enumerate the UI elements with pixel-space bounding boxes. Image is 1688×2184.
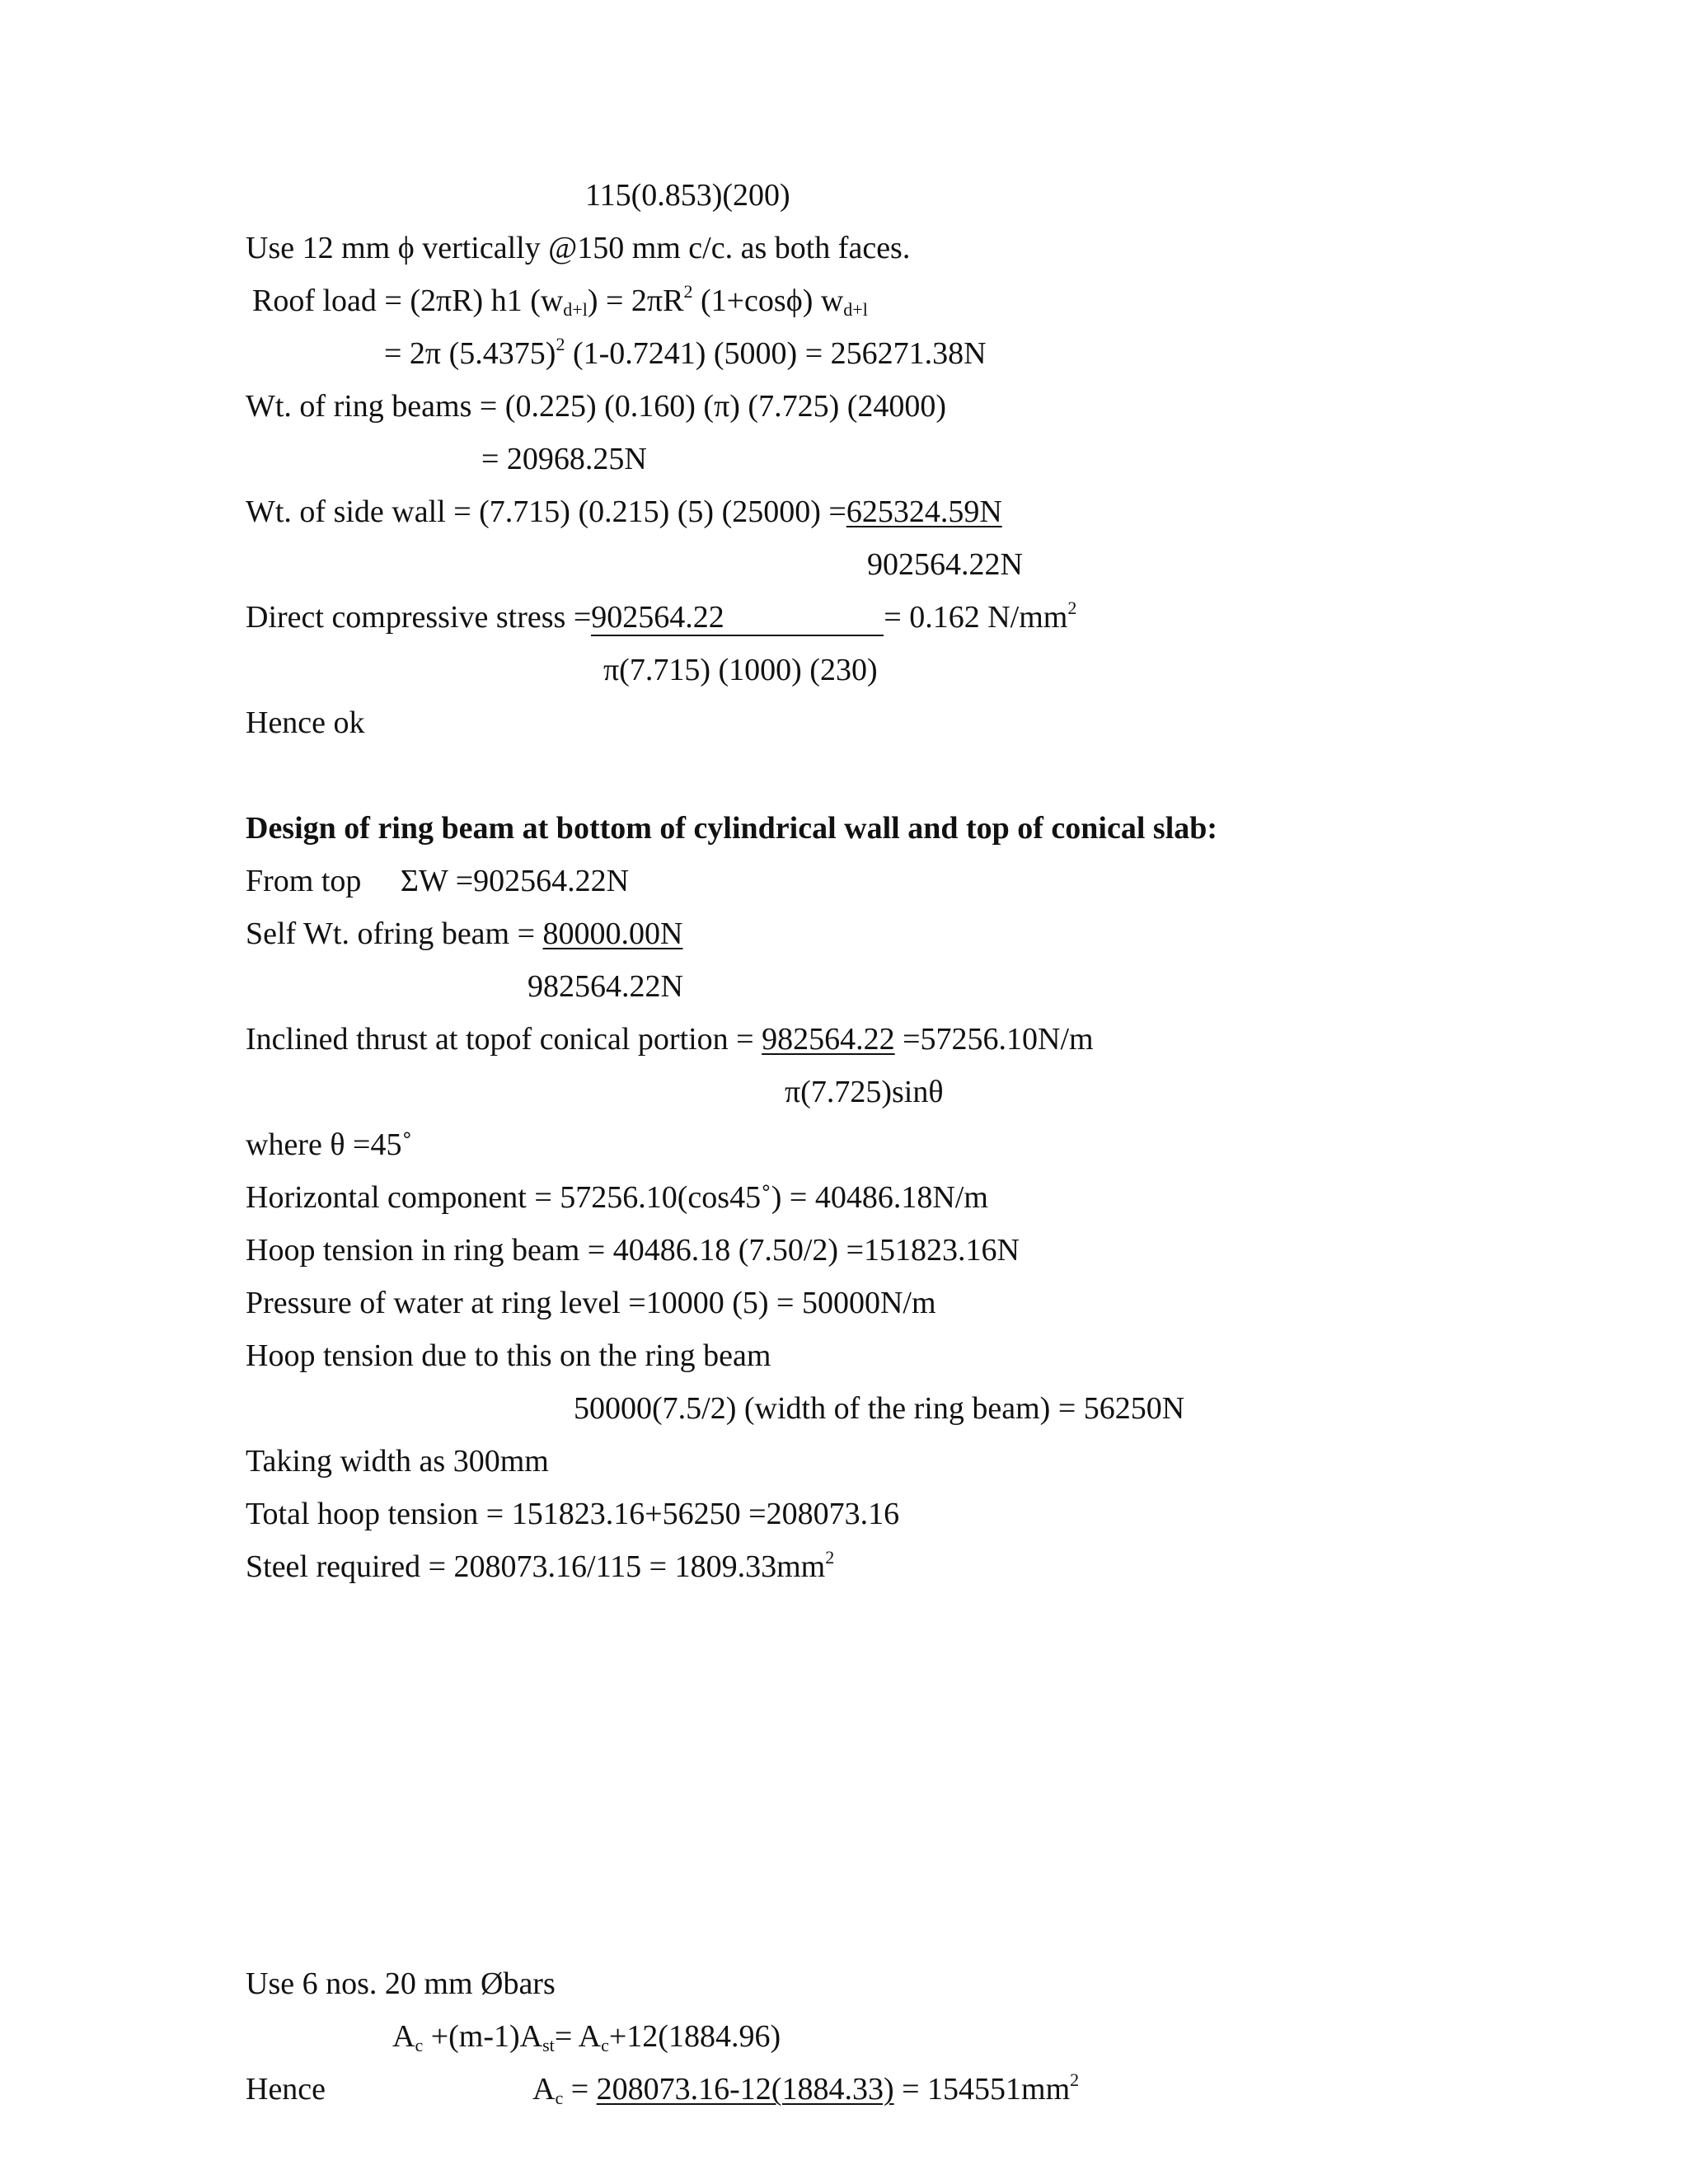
text-line: Self Wt. ofring beam = 80000.00N [246, 916, 683, 951]
equation-line: 115(0.853)(200) [585, 178, 790, 213]
text-line: Use 12 mm ϕ vertically @150 mm c/c. as both faces. [246, 231, 911, 265]
equation-line: = 2π $(5.4375)^2$ (1-0.7241) (5000) = 256271.38N [384, 334, 987, 371]
fraction-denominator: π(7.715) (1000) (230) [603, 653, 878, 687]
text-line: Hence ok [246, 705, 365, 740]
text-line: Hence [246, 2072, 326, 2107]
equation-line: $A_c +(m-1)A_{st}= A_c+12(1884.96)$ [392, 2019, 781, 2055]
equation-line: $A_c = 208073.16-12(1884.33) = 154551mm^2$ [532, 2069, 1080, 2108]
text-line: Pressure of water at ring level =10000 (5) = 50000N/m [246, 1286, 936, 1320]
sum-value: 982564.22N [528, 969, 683, 1004]
text-line: Wt. of side wall = (7.715) (0.215) (5) (25000) =625324.59N [246, 494, 1002, 529]
equation-line: 50000(7.5/2) (width of the ring beam) = 56250N [574, 1391, 1185, 1426]
equation-line: Roof load = (2πR) h1 $(w_{d+l}) = 2\pi R^2$ (1+cosϕ) $w_{d+l}$ [252, 281, 868, 320]
text-line: Horizontal component = 57256.10(cos45˚) = 40486.18N/m [246, 1180, 988, 1215]
text-line: Hoop tension in ring beam = 40486.18 (7.50/2) =151823.16N [246, 1233, 1020, 1268]
text-line: Steel required = $208073.16/115 = 1809.33mm^2$ [246, 1547, 835, 1584]
text-line: Wt. of ring beams = (0.225) (0.160) (π) (7.725) (24000) [246, 389, 947, 424]
fraction-denominator: π(7.725)sinθ [785, 1075, 944, 1109]
text-line: Taking width as 300mm [246, 1444, 549, 1479]
section-heading: Design of ring beam at bottom of cylindrical wall and top of conical slab: [246, 811, 1218, 846]
equation-line: Direct compressive stress =902564.22 = 0.162 $N/mm^2$ [246, 598, 1077, 635]
text-line: From top ΣW =902564.22N [246, 864, 630, 898]
text-line: Hoop tension due to this on the ring beam [246, 1338, 771, 1373]
text-line: where θ =45˚ [246, 1127, 413, 1162]
text-line: Use 6 nos. 20 mm Øbars [246, 1966, 556, 2001]
equation-line: Inclined thrust at topof conical portion = 982564.22 =57256.10N/m [246, 1022, 1094, 1057]
sum-value: 902564.22N [867, 547, 1023, 582]
text-line: Total hoop tension = 151823.16+56250 =208073.16 [246, 1497, 900, 1531]
equation-line: = 20968.25N [481, 442, 647, 476]
